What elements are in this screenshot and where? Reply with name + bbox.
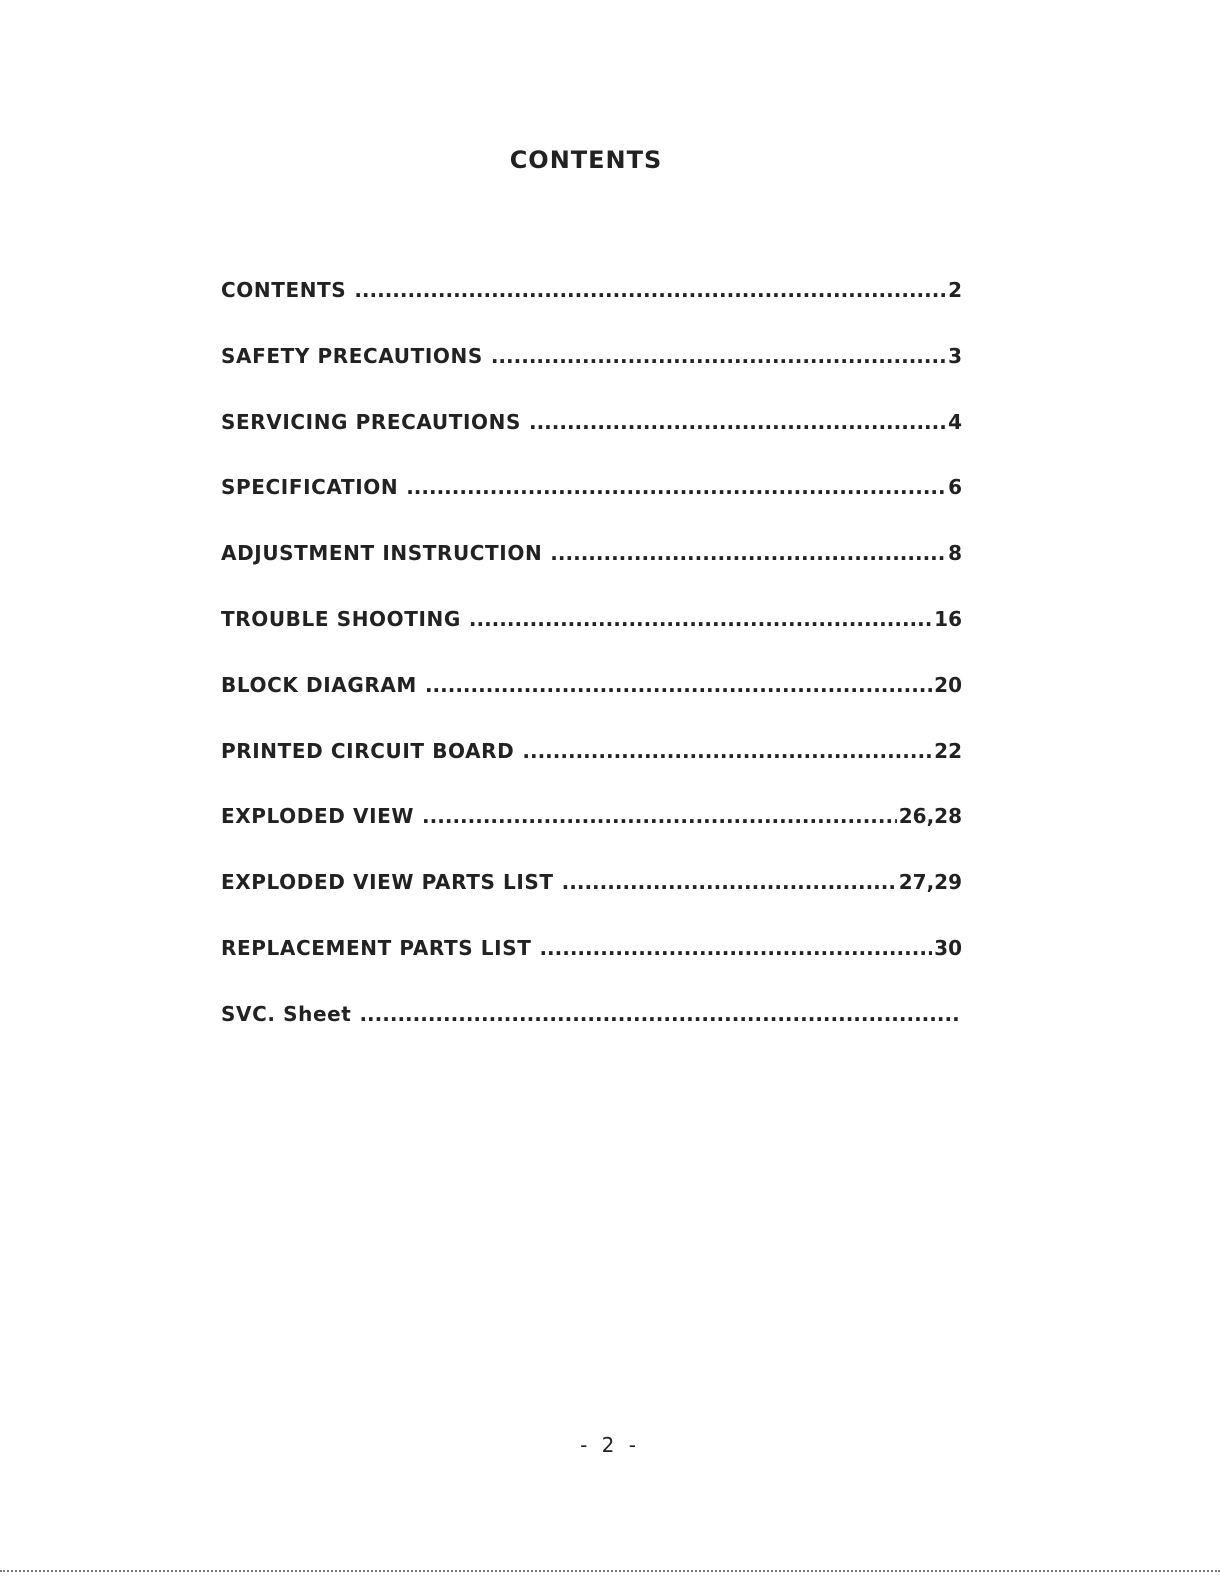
toc-entry-page: 20	[934, 672, 962, 697]
toc-entry-safety-precautions[interactable]	[221, 344, 962, 410]
toc-entry-label: SVC. Sheet	[221, 1001, 352, 1026]
toc-entry-printed-circuit-board[interactable]	[221, 739, 962, 805]
dot-leader	[529, 410, 946, 434]
toc-entry-page: 2	[948, 278, 962, 302]
toc-entry-exploded-view-parts-list[interactable]	[221, 870, 962, 936]
toc-entry-page: 22	[934, 738, 962, 763]
bottom-dotted-rule	[0, 1570, 1220, 1572]
toc-entry-svc-sheet[interactable]	[221, 1002, 962, 1068]
dot-leader	[425, 673, 932, 697]
toc-entry-label: TROUBLE SHOOTING	[221, 606, 461, 631]
toc-entry-page: 3	[948, 343, 962, 368]
dot-leader	[406, 475, 946, 499]
dot-leader	[491, 344, 946, 368]
toc-entry-specification[interactable]	[221, 475, 962, 541]
toc-entry-label: SPECIFICATION	[221, 475, 399, 500]
toc-entry-page: 6	[948, 475, 962, 500]
toc-entry-label: EXPLODED VIEW PARTS LIST	[221, 870, 554, 895]
toc-entry-label: EXPLODED VIEW	[221, 804, 415, 829]
toc-entry-label: CONTENTS	[221, 278, 347, 302]
toc-entry-label: SAFETY PRECAUTIONS	[221, 343, 483, 368]
toc-entry-exploded-view[interactable]	[221, 804, 962, 870]
toc-entry-trouble-shooting[interactable]	[221, 607, 962, 673]
toc-entry-label: BLOCK DIAGRAM	[221, 672, 417, 697]
dot-leader	[359, 1002, 960, 1026]
toc-entry-page: 27,29	[898, 870, 962, 895]
toc-entry-contents[interactable]	[221, 278, 962, 344]
dot-leader	[469, 607, 932, 631]
toc-entry-page: 4	[948, 409, 962, 434]
toc-entry-block-diagram[interactable]	[221, 673, 962, 739]
dot-leader	[550, 541, 946, 565]
toc-entry-adjustment-instruction[interactable]	[221, 541, 962, 607]
page-number: - 2 -	[580, 1433, 640, 1457]
dot-leader	[422, 804, 897, 828]
toc-entry-servicing-precautions[interactable]	[221, 410, 962, 476]
toc-entry-label: SERVICING PRECAUTIONS	[221, 409, 521, 434]
toc-entry-page: 16	[934, 606, 962, 631]
dot-leader	[562, 870, 897, 894]
page-title: CONTENTS	[509, 146, 663, 174]
toc-entry-label: REPLACEMENT PARTS LIST	[221, 935, 532, 960]
table-of-contents	[221, 278, 962, 1068]
dot-leader	[354, 278, 946, 302]
dot-leader	[539, 936, 932, 960]
dot-leader	[522, 739, 932, 763]
toc-entry-label: PRINTED CIRCUIT BOARD	[221, 738, 515, 763]
toc-entry-label: ADJUSTMENT INSTRUCTION	[221, 541, 543, 566]
toc-entry-page: 30	[934, 935, 962, 960]
toc-entry-page: 8	[948, 541, 962, 566]
toc-entry-page: 26,28	[898, 804, 962, 829]
toc-entry-replacement-parts-list[interactable]	[221, 936, 962, 1002]
